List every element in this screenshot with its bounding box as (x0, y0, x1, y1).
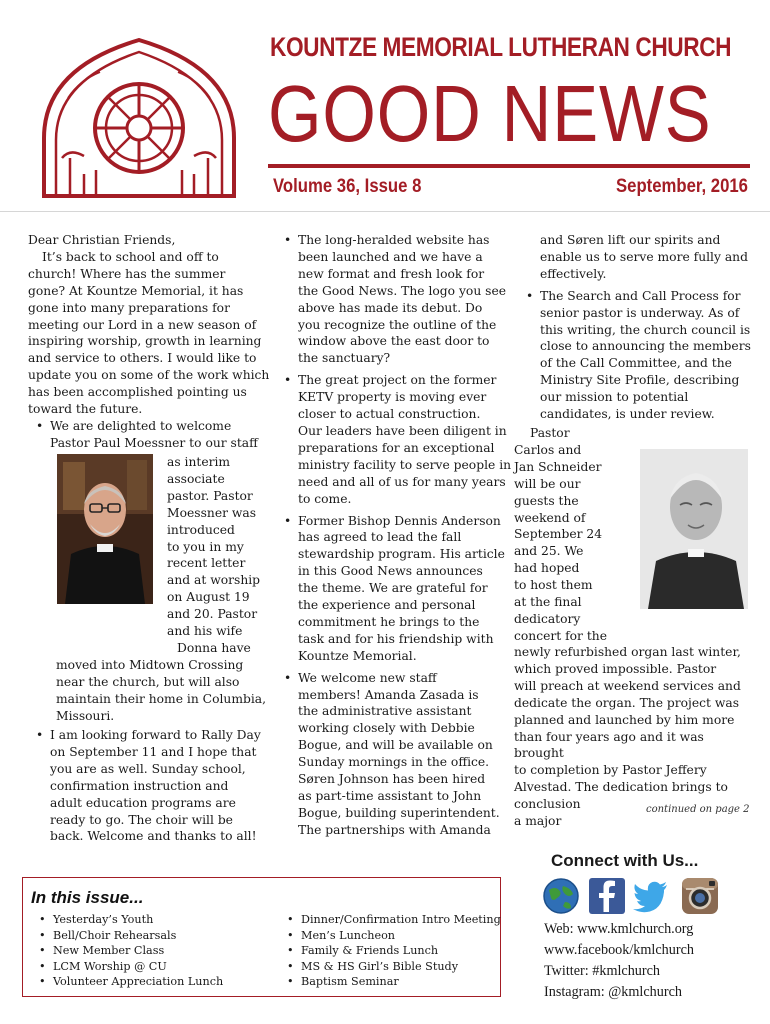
in-this-issue-title: In this issue... (31, 888, 144, 907)
search-call-bullet: • The Search and Call Process for senior pastor is underway. As of this writing, the church council is close to announcing the members of the Call Committee, and the Ministry Site Profile, describing our mission to potential candidates, is under review. (518, 288, 763, 423)
list-item: • MS & HS Girl’s Bible Study (281, 959, 501, 975)
welcome-tail-text: moved into Midtown Crossing near the church, but will also maintain their home in Columbia, Missouri. (56, 658, 267, 723)
staff-continued: and Søren lift our spirits and enable us to serve more fully and effectively. (540, 233, 748, 281)
header-divider (0, 211, 770, 212)
masthead-rule (268, 164, 750, 168)
website-link[interactable]: Web: www.kmlchurch.org (544, 921, 694, 937)
ketv-bullet: • The great project on the former KETV property is moving ever closer to actual construction. Our leaders have been diligent in preparations for an exceptional ministry facility to serve people in need and all of us for many years to come. (276, 372, 512, 507)
issue-volume: Volume 36, Issue 8 (273, 176, 422, 197)
facebook-icon[interactable] (587, 876, 627, 916)
salutation: Dear Christian Friends, (28, 233, 176, 247)
list-item: • Yesterday’s Youth (33, 912, 223, 928)
list-item: • Men’s Luncheon (281, 928, 501, 944)
intro-paragraph: It’s back to school and off to church! Where has the summer gone? At Kountze Memorial, it has gone into many preparations for meeting our Lord in a new season of inspiring worship, growth in learning and service to others. I would like to update you on some of the work which has been accomplished pointing us toward the future. (28, 249, 270, 417)
newsletter-title: GOOD NEWS (268, 69, 712, 158)
twitter-handle[interactable]: Twitter: #kmlchurch (544, 963, 661, 979)
list-item: • Volunteer Appreciation Lunch (33, 974, 223, 990)
contact-info (544, 919, 694, 1003)
facebook-link[interactable]: www.facebook/kmlchurch (544, 942, 694, 958)
issue-date: September, 2016 (616, 176, 748, 197)
list-item: • LCM Worship @ CU (33, 959, 223, 975)
website-bullet: • The long-heralded website has been launched and we have a new format and fresh look for the Good News. The logo you see above has made its debut. Do you recognize the outline of the window above the east door to the sanctuary? (276, 232, 512, 367)
list-item: • New Member Class (33, 943, 223, 959)
column-1 (28, 232, 273, 452)
staff-bullet: • We welcome new staff members! Amanda Zasada is the administrative assistant working closely with Debbie Bogue, and will be available on Sunday mornings in the office. Søren Johnson has been hired as part-time assistant to John Bogue, building superintendent. The partnerships with Amanda (276, 670, 512, 839)
column-2 (276, 232, 512, 839)
issue-list-right (281, 912, 501, 990)
globe-icon[interactable] (541, 876, 581, 916)
instagram-icon[interactable] (680, 876, 720, 916)
welcome-bullet: • We are delighted to welcome Pastor Paul Moessner to our staff (28, 418, 273, 452)
in-this-issue-box (22, 877, 501, 997)
bishop-bullet: • Former Bishop Dennis Anderson has agreed to lead the fall stewardship program. His article in this Good News announces the theme. We are grateful for the experience and personal commitment he brings to the task and for his friendship with Kountze Memorial. (276, 513, 512, 665)
list-item: • Dinner/Confirmation Intro Meeting (281, 912, 501, 928)
pastor-moessner-photo (57, 454, 153, 604)
list-item: • Family & Friends Lunch (281, 943, 501, 959)
issue-list-left (33, 912, 223, 990)
rally-day-bullet: • I am looking forward to Rally Day on September 11 and I hope that you are as well. Sunday school, confirmation instruction and adult education programs are ready to go. The choir will be back. Welcome and thanks to all! (28, 727, 273, 845)
church-window-logo (40, 38, 238, 198)
list-item: • Baptism Seminar (281, 974, 501, 990)
column-3 (518, 232, 763, 423)
twitter-icon[interactable] (631, 876, 671, 916)
welcome-wrap-text: as interim associate pastor. Pastor Moessner was introduced to you in my recent letter and at worship on August 19 and 20. Pastor and his wife Donna have (167, 455, 261, 655)
instagram-handle[interactable]: Instagram: @kmlchurch (544, 984, 682, 1000)
pastor-schneider-photo (640, 449, 748, 609)
church-name: KOUNTZE MEMORIAL LUTHERAN CHURCH (270, 32, 732, 62)
continued-note: continued on page 2 (646, 804, 750, 815)
connect-title: Connect with Us... (551, 851, 699, 870)
pastor-wrap-text: Pastor Carlos and Jan Schneider will be our guests the weekend of September 24 and 25. We had hoped to host them at the final dedicatory concert for the (514, 426, 607, 643)
list-item: • Bell/Choir Rehearsals (33, 928, 223, 944)
pastor-tail-text: newly refurbished organ last winter, which proved impossible. Pastor will preach at weekend services and dedicate the organ. The project was planned and launched by him more than four years ago and it was brought to completion by Pastor Jeffery Alvestad. The dedication brings to conclusion a major (514, 645, 741, 829)
